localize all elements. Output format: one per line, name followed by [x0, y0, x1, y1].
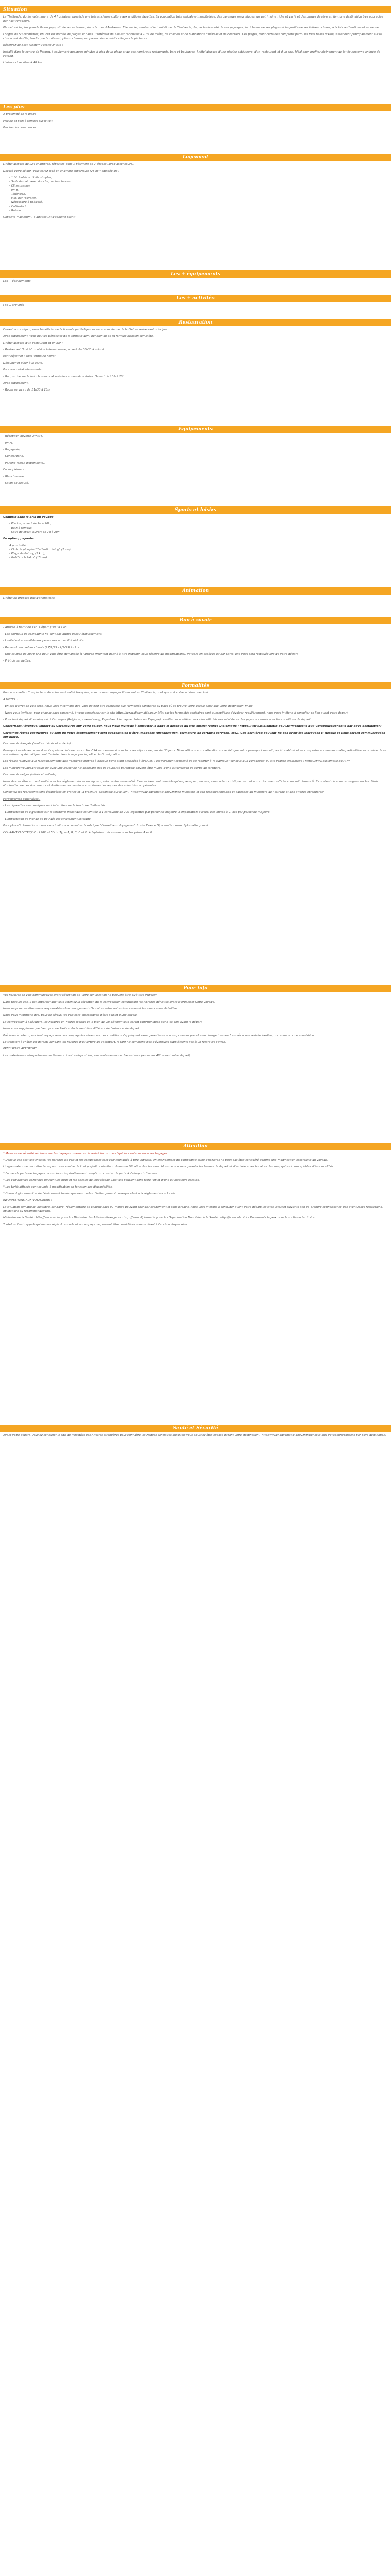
paragraph: Précision à noter : pour tout voyage avec les compagnies aériennes, ces conditions s'appliquent sans garanties que nous pourrons prendre en charge tous les frais liés à une arrivée tardive, un retard ou une annulation. [3, 1034, 315, 1037]
paragraph: - L'importation de cigarettes sur le territoire thaïlandais est limitée à 1 cartouche de 200 cigarettes par personne majeure. L'importation d'alcool est limitée à 1 litre par personne majeure. [3, 811, 271, 814]
paragraph: Ministère de la Santé : http://www.sante.gouv.fr - Ministère des Affaires étrangères : http://www.diplomatie.gouv.fr - Organisation Mondiale de la Santé : http://www.who.int - Documents légaux pour la sortie du territoire. [3, 1216, 316, 1219]
paragraph: * Dans le cas des vols charter, les horaires de vols et les compagnies sont communiqués à titre indicatif. Un changement de compagnie et/ou d'horaires ne peut pas être considéré comme une modification essentielle du voyage. [3, 1159, 328, 1162]
section-formalites [0, 689, 391, 985]
list-item: • - 1 lit double ou 2 lits simples, [9, 176, 388, 180]
list-item: • - Plage de Patong (2 km), [9, 552, 388, 556]
paragraph: Particularités douanières : [3, 798, 41, 801]
section-pourinfo [0, 992, 391, 1143]
section-equipements [0, 433, 391, 506]
paragraph: Piscine et bain à remous sur le toit [3, 120, 53, 123]
paragraph: * Les tarifs affichés sont soumis à modification en fonction des disponibilités. [3, 1185, 113, 1189]
paragraph: - Salon de beauté. [3, 482, 29, 485]
paragraph: L'hôtel dispose d'un restaurant et un bar : [3, 342, 63, 345]
paragraph: Documents français (adultes, bébés et enfants) : [3, 742, 73, 745]
section-title-attention: Attention [0, 1143, 391, 1150]
paragraph: Proche des commerces [3, 126, 37, 129]
paragraph: Longue de 50 kilomètres, Phuket est bordée de plages et baies. L'intérieur de l'île est recouvert à 70% de forêts, de collines et de plantations d'hévéas et de cocotiers. Les plages, dont certaines comptent parmi les plus belles d'Asie, s'étendent principalement sur la côte ouest de l'île, tandis que la côte est, plus rocheuse, est parsemée de petits villages de pêcheurs. [3, 33, 382, 40]
section-restauration [0, 326, 391, 426]
section-title-sports: Sports et loisirs [0, 506, 391, 514]
section-title-activites-plus: Les + activités [0, 295, 391, 302]
paragraph: Installé dans le centre de Patong, à seulement quelques minutes à pied de la plage et de ses nombreux restaurants, bars et boutiques, l'hôtel dispose d'une piscine extérieure, d'un restaurant et d'un spa. Idéal pour profiter pleinement de la vie nocturne animée de Patong. [3, 50, 380, 58]
paragraph: Durant votre séjour, vous bénéficiez de la formule petit-déjeuner servi sous forme de buffet au restaurant principal. [3, 328, 168, 331]
paragraph: Pour vos rafraîchissements : [3, 368, 44, 371]
paragraph: - Les animaux de compagnie ne sont pas admis dans l'établissement. [3, 633, 103, 636]
page [0, 6, 391, 1459]
paragraph: - Restaurant "Inside" : cuisine internationale, ouvert de 06h30 à minuit. [3, 348, 105, 351]
subsection-title: Compris dans le prix du voyage [3, 516, 54, 519]
paragraph: Toutefois il est rappelé qu'aucune règle du monde ni aucun pays ne peuvent être considérés comme étant à l'abri du risque zéro. [3, 1223, 188, 1226]
list-item: • A proximité : [9, 544, 388, 548]
list-item: • - Piscine, ouvert de 7h à 20h, [9, 522, 388, 526]
section-title-restauration: Restauration [0, 319, 391, 326]
list-item: • - Club de plongée "L'atlantic diving" (2 km), [9, 548, 388, 552]
paragraph: - Arrivée à partir de 14h. Départ jusqu'à 12h. [3, 626, 68, 629]
paragraph: - Prêt de serviettes. [3, 659, 31, 663]
paragraph: Déjeuner et dîner à la carte. [3, 362, 43, 365]
paragraph: - L'importation de viande de bovidés est strictement interdite. [3, 818, 92, 821]
paragraph: PRÉCISIONS AÉROPORT : [3, 1047, 39, 1050]
equipment-list [3, 176, 388, 213]
paragraph: La situation climatique, politique, sanitaire, réglementaire de chaque pays du monde pouvant changer subitement et sans préavis, nous vous invitons à consulter avant votre départ les sites internet suivants afin de prendre connaissance des éventuelles restrictions, obligations ou recommandations. [3, 1206, 383, 1213]
section-attention [0, 1150, 391, 1425]
paragraph: L'hôtel dispose de 224 chambres, réparties dans 1 bâtiment de 7 étages (avec ascenseurs). [3, 163, 135, 166]
paragraph: Avec supplément, vous pouvez bénéficier de la formule demi-pension ou de la formule pension complète. [3, 335, 154, 338]
section-title-animation: Animation [0, 587, 391, 595]
paragraph: Vos horaires de vols communiqués avant réception de votre convocation ne peuvent être qu'à titre indicatif. [3, 994, 158, 997]
paragraph: Nous ne pouvons être tenus responsables d'un changement d'horaires entre votre réservation et la convocation définitive. [3, 1007, 178, 1010]
paragraph: La convocation à l'aéroport, les horaires en heures locales et le plan de vol définitif vous seront communiqués dans les 48h avant le départ. [3, 1021, 203, 1024]
paragraph: Passeport valide au moins 6 mois après la date de retour. Un VISA est demandé pour tous les séjours de plus de 30 jours. Nous attirons votre attention sur le fait que votre passeport ne doit pas être abîmé et ne comporter aucune anomalie particulière sous peine de se voir refuser systématiquement l'entrée dans le pays par la police de l'immigration. [3, 749, 386, 756]
subsection-title: En option, payante [3, 537, 34, 540]
paragraph: Bonne nouvelle : Compte tenu de votre nationalité française, vous pouvez voyager librement en Thaïlande, quel que soit votre schéma vaccinal. [3, 691, 209, 694]
paragraph: En supplément : [3, 468, 26, 471]
list-item: • - Mini-bar (payant), [9, 196, 388, 200]
list-item: • - Nécessaire à thé/café, [9, 200, 388, 205]
section-bonasavoir [0, 624, 391, 682]
paragraph: - Bar piscine sur le toit : boissons alcoolisées et non alcoolisées. Ouvert de 10h à 20h. [3, 375, 125, 378]
paragraph: - Wi-Fi, [3, 442, 13, 445]
paragraph: A NOTER : [3, 698, 18, 701]
list-item: • - Balcon. [9, 209, 388, 213]
section-activites-plus [0, 302, 391, 319]
section-situation [0, 13, 391, 104]
paragraph: - Repas du nouvel an chinois (17/1/25 - 2/2/25) inclus. [3, 646, 80, 649]
paragraph: - Room service : de 11h30 à 23h. [3, 388, 51, 392]
paragraph: - Une caution de 3000 THB peut vous être demandée à l'arrivée (montant donné à titre indicatif, sous réserve de modifications). Payable en espèces ou par carte. Elle vous sera restituée lors de votre départ. [3, 653, 299, 656]
list-item: • - Salle de sport, ouvert de 7h à 20h. [9, 530, 388, 534]
paragraph: - Réception ouverte 24h/24, [3, 435, 43, 438]
paragraph: Dans tous les cas, il est impératif que vous reteniez la réception de la convocation comportant les horaires définitifs avant d'organiser votre voyage. [3, 1001, 215, 1004]
paragraph: Consultez les représentations étrangères en France et la brochure disponible sur le lien : https://www.diplomatie.gouv.fr/fr/le-ministere-et-son-reseau/annuaires-et-adresses-du-ministere-de-l-europe-et-des-affaires-etrangeres/ [3, 791, 324, 794]
paragraph: - Conciergerie, [3, 455, 24, 458]
paragraph: Les mineurs voyageant seuls ou avec une personne ne disposant pas de l'autorité parentale doivent être munis d'une autorisation de sortie du territoire. [3, 767, 221, 770]
paragraph: Les + activités [3, 304, 24, 307]
paragraph: - Les cigarettes électroniques sont interdites sur le territoire thaïlandais. [3, 804, 106, 807]
paragraph: - En cas d'arrêt de vols secs, nous vous informons que vous devrez être conforme aux formalités sanitaires du pays où se trouve votre escale ainsi que votre destination finale. [3, 705, 254, 708]
section-title-bonasavoir: Bon à savoir [0, 617, 391, 624]
section-title-situation: Situation [0, 6, 391, 13]
paragraph: - L'hôtel est accessible aux personnes à mobilité réduite. [3, 639, 85, 642]
paragraph: Nous devons être en conformité pour les réglementations en vigueur, selon votre nationalité. Il est notamment possible qu'un passeport, un visa, une carte touristique ou tout autre document officiel vous soit demandé. Il convient de vous renseigner sur les délais d'obtention de ces documents et d'effectuer vous-même vos démarches auprès des autorités compétentes. [3, 780, 379, 787]
paragraph: Les + équipements [3, 280, 31, 283]
section-sante [0, 1432, 391, 1459]
list-item: • - Télévision, [9, 192, 388, 196]
sports-list-included [3, 522, 388, 534]
section-sports [0, 514, 391, 587]
paragraph: Réservez au Best Western Patong 3* sup ! [3, 44, 63, 47]
paragraph: Capacité maximum : 3 adultes (lit d'appoint pliant). [3, 216, 77, 219]
section-title-equipements-plus: Les + équipements [0, 270, 391, 278]
paragraph: La Thaïlande, dotée notamment de 4 frontières, possède une très ancienne culture aux multiples facettes. Sa population très amicale et hospitalière, des paysages magnifiques, un patrimoine riche et varié et des plages de rêve en font une destination très appréciée par nos voyageurs. [3, 15, 383, 23]
paragraph: - Parking (selon disponibilité). [3, 462, 45, 465]
section-title-formalites: Formalités [0, 682, 391, 689]
paragraph: Le transfert à l'hôtel est garanti pendant les horaires d'ouverture de l'aéroport, le tarif ne comprend pas d'éventuels suppléments liés à un retard de l'avion. [3, 1041, 226, 1044]
section-title-equipements: Equipements [0, 426, 391, 433]
section-title-pourinfo: Pour info [0, 985, 391, 992]
list-item: • - Salle de bain avec douche, sèche-cheveux, [9, 180, 388, 184]
section-title-logement: Logement [0, 154, 391, 161]
paragraph: Avec supplément : [3, 382, 30, 385]
paragraph: - Bagagerie, [3, 448, 21, 451]
paragraph: COURANT ÉLECTRIQUE : 220V et 50Hz, Type A, B, C, F et O. Adaptateur nécessaire pour les prises A et B. [3, 831, 153, 834]
paragraph: Certaines règles restrictives au sein de votre établissement sont susceptibles d'être imposées (distanciation, fermeture de certains services, etc.). Ces dernières peuvent ne pas avoir été indiquées ci-dessus et vous seront communiquées sur place. [3, 732, 385, 739]
paragraph: Phuket est la plus grande île du pays, située au sud-ouest, dans la mer d'Andaman. Elle est le premier pôle touristique de Thaïlande, de par la diversité de ses paysages, la richesse de ses plages et la qualité de ses infrastructures, à la fois authentique et moderne. [3, 26, 380, 29]
paragraph: - Nous vous invitons, pour chaque pays concerné, à vous renseigner sur le site https://www.diplomatie.gouv.fr/fr/ car les formalités sanitaires sont susceptibles d'évoluer régulièrement, nous vous invitons à consulter ce lien avant votre départ. [3, 711, 349, 715]
paragraph: Concernant l'éventuel impact du Coronavirus sur votre séjour, nous vous invitons à consulter la page ci-dessous du site officiel France Diplomatie : https://www.diplomatie.gouv.fr/fr/conseils-aux-voyageurs/conseils-par-pays-destination/ [3, 725, 382, 728]
paragraph: Pour plus d'informations, nous vous invitons à consulter la rubrique "Conseil aux Voyageurs" du site France Diplomatie : www.diplomatie.gouv.fr [3, 824, 209, 827]
paragraph: Decoré votre séjour, vous serez logé en chambre supérieure (25 m²) équipée de : [3, 170, 119, 173]
section-logement [0, 161, 391, 270]
paragraph: * Les compagnies aériennes utilisent les hubs et les escales de leur réseau. Les vols peuvent donc faire l'objet d'une ou plusieurs escales. [3, 1179, 200, 1182]
paragraph: Documents belges (bébés et enfants) : [3, 773, 59, 776]
list-item: • - Coffre-fort, [9, 205, 388, 209]
paragraph: L'organisateur ne peut être tenu pour responsable de tout préjudice résultant d'une modification des horaires. Nous ne pouvons garantir les heures de départ et d'arrivée et les horaires des vols, qui sont susceptibles d'être modifiés. [3, 1165, 334, 1168]
section-equipements-plus [0, 278, 391, 295]
paragraph: - Pour tout départ d'un aéroport à l'étranger (Belgique, Luxembourg, Pays-Bas, Allemagne, Suisse ou Espagne), veuillez vous référer aux sites officiels des ministères des pays concernés pour les conditions de départ. [3, 718, 312, 721]
paragraph: Les plateformes aéroportuaires se tiennent à votre disposition pour toute demande d'assistance (au moins 48h avant votre départ). [3, 1054, 191, 1057]
paragraph: L'aéroport se situe à 40 km. [3, 61, 43, 64]
section-title-lesplus: Les plus [0, 104, 391, 111]
list-item: • - Climatisation, [9, 184, 388, 188]
paragraph: - Blanchisserie, [3, 475, 25, 478]
paragraph: Avant votre départ, veuillez consulter le site du ministère des Affaires étrangères pour connaître les risques sanitaires auxquels vous pourriez être exposé durant votre destination : https://www.diplomatie.gouv.fr/fr/conseils-aux-voyageurs/conseils-par-pays-destination/ [3, 1434, 386, 1437]
paragraph: * Mesures de sécurité aérienne sur les bagages : mesures de restriction sur les liquides contenus dans les bagages. [3, 1152, 168, 1155]
paragraph: Les règles relatives aux fonctionnements des frontières propres à chaque pays étant amenées à évoluer, il est vivement conseillé de se reporter à la rubrique "conseils aux voyageurs" du site France Diplomatie : https://www.diplomatie.gouv.fr/ [3, 760, 350, 763]
paragraph: Nous vous informons que, pour ce séjour, les vols sont susceptibles d'être l'objet d'une escale. [3, 1014, 138, 1017]
section-lesplus [0, 111, 391, 143]
section-animation [0, 595, 391, 617]
paragraph: A proximité de la plage [3, 113, 37, 116]
paragraph: * En cas de perte de bagages, vous devez impérativement remplir un constat de perte à l'aéroport d'arrivée. [3, 1172, 158, 1175]
list-item: • - Golf "Loch Palm" (15 km). [9, 556, 388, 560]
paragraph: Petit déjeuner : sous forme de buffet. [3, 355, 57, 358]
paragraph: Nous vous suggérons que l'aéroport de Paris et Paris peut être différent de l'aéroport de départ. [3, 1027, 140, 1030]
section-title-sante: Santé et Sécurité [0, 1425, 391, 1432]
sports-list-optional [3, 544, 388, 560]
paragraph: INFORMATIONS AUX VOYAGEURS : [3, 1199, 52, 1202]
paragraph: L'hôtel ne propose pas d'animations. [3, 597, 56, 600]
paragraph: * Chronologiquement et de l'évènement touristique des modes d'hébergement correspondant à la réglementation locale. [3, 1192, 176, 1195]
list-item: • - Wi-fi, [9, 188, 388, 192]
list-item: • - Bain à remous, [9, 526, 388, 530]
